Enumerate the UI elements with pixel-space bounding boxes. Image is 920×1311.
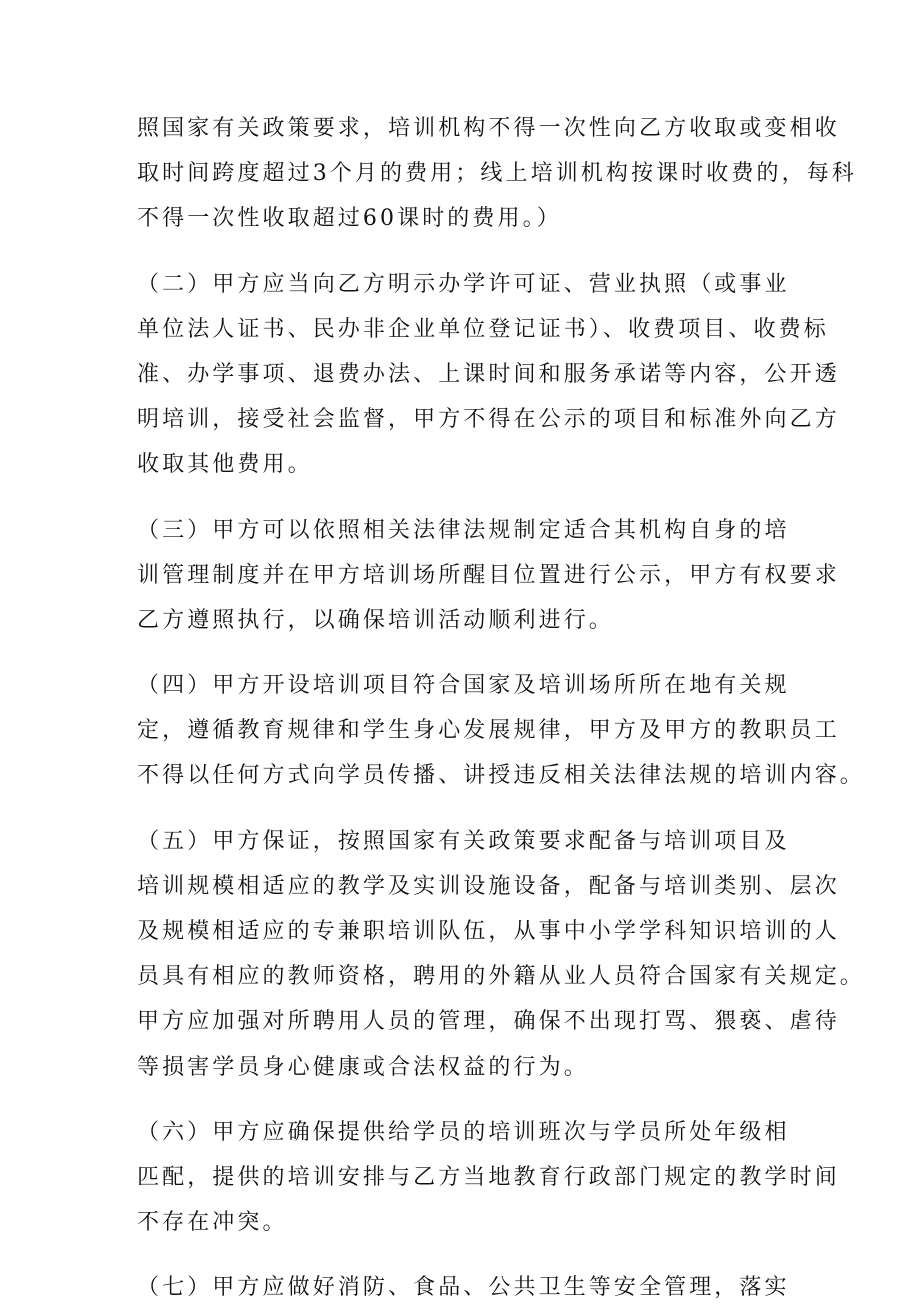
text-line: 不得一次性收取超过60课时的费用。）: [137, 206, 562, 232]
text-line: 收取其他费用。: [137, 452, 313, 478]
paragraph-clause-4: [137, 663, 865, 799]
text-line: （二）甲方应当向乙方明示办学许可证、营业执照（或事业: [137, 271, 790, 297]
text-line: 取时间跨度超过3个月的费用；线上培训机构按课时收费的，每科: [137, 161, 857, 187]
text-line: （三）甲方可以依照相关法律法规制定适合其机构自身的培: [137, 517, 790, 543]
text-line: 不存在冲突。: [137, 1210, 288, 1236]
text-line: （四）甲方开设培训项目符合国家及培训场所所在地有关规: [137, 673, 790, 699]
text-line: （六）甲方应确保提供给学员的培训班次与学员所处年级相: [137, 1119, 790, 1145]
text-line: 甲方应加强对所聘用人员的管理，确保不出现打骂、猥亵、虐待: [137, 1009, 840, 1035]
text-line: 及规模相适应的专兼职培训队伍，从事中小学学科知识培训的人: [137, 919, 840, 944]
paragraph-clause-7: [137, 1265, 797, 1310]
paragraph-clause-2: [137, 262, 840, 488]
text-line: 匹配，提供的培训安排与乙方当地教育行政部门规定的教学时间: [137, 1164, 840, 1190]
text-line: 明培训，接受社会监督，甲方不得在公示的项目和标准外向乙方: [137, 407, 840, 433]
document-body: [137, 106, 865, 1311]
text-line: 定，遵循教育规律和学生身心发展规律，甲方及甲方的教职员工: [137, 718, 840, 744]
text-line: 乙方遵照执行，以确保培训活动顺利进行。: [137, 607, 614, 633]
text-line: 培训规模相适应的教学及实训设施设备，配备与培训类别、层次: [137, 873, 840, 899]
text-line: 训管理制度并在甲方培训场所醒目位置进行公示，甲方有权要求: [137, 562, 840, 588]
text-line: 准、办学事项、退费办法、上课时间和服务承诺等内容，公开透: [137, 361, 840, 387]
text-line: 员具有相应的教师资格，聘用的外籍从业人员符合国家有关规定。: [137, 964, 865, 990]
text-line: 照国家有关政策要求，培训机构不得一次性向乙方收取或变相收: [137, 116, 840, 141]
paragraph-clause-6: [137, 1110, 840, 1246]
text-line: 不得以任何方式向学员传播、讲授违反相关法律法规的培训内容。: [137, 763, 865, 789]
paragraph-fee-limit-continued: [137, 106, 857, 242]
text-line: （七）甲方应做好消防、食品、公共卫生等安全管理，落实: [137, 1275, 790, 1301]
text-line: （五）甲方保证，按照国家有关政策要求配备与培训项目及: [137, 828, 790, 854]
text-line: 等损害学员身心健康或合法权益的行为。: [137, 1054, 589, 1080]
text-line: 单位法人证书、民办非企业单位登记证书）、收费项目、收费标: [137, 316, 829, 342]
paragraph-clause-5: [137, 819, 865, 1090]
paragraph-clause-3: [137, 508, 840, 644]
